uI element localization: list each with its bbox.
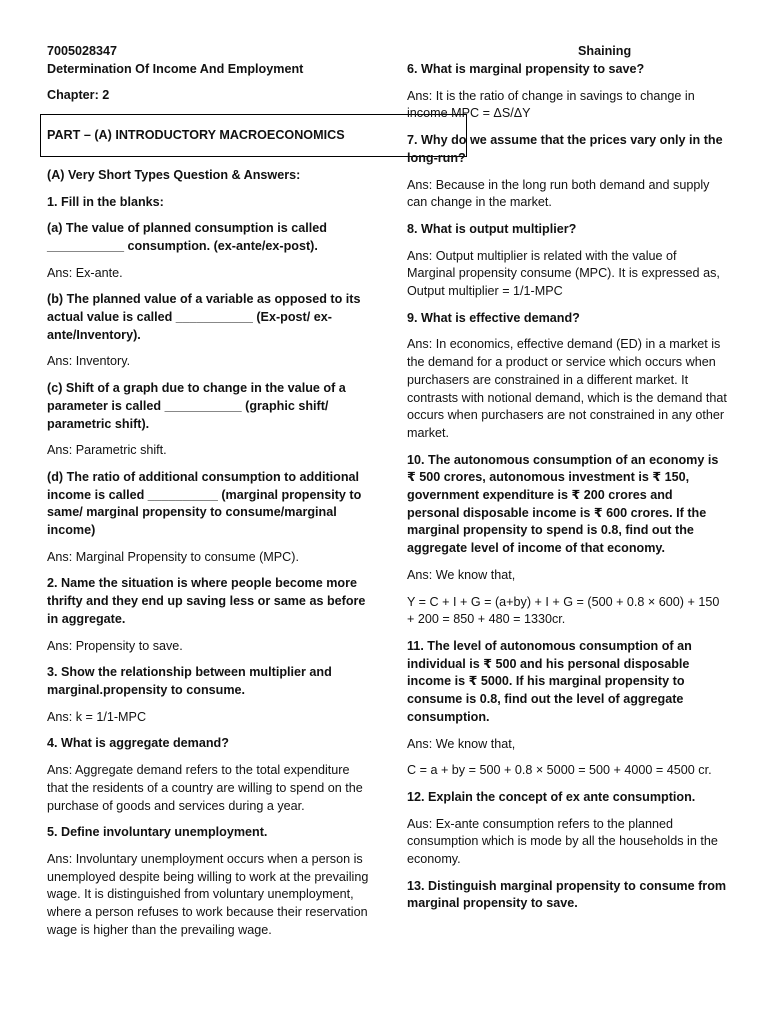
- chapter-label: Chapter: 2: [47, 88, 110, 103]
- answer-6: Ans: It is the ratio of change in savings to change in income MPC = ΔS/ΔY: [407, 88, 695, 121]
- section-heading: (A) Very Short Types Question & Answers:: [47, 167, 301, 182]
- answer-1d: Ans: Marginal Propensity to consume (MPC).: [47, 549, 299, 564]
- question-1: 1. Fill in the blanks:: [47, 194, 164, 209]
- phone-number: 7005028347: [47, 44, 118, 58]
- right-column: [407, 61, 727, 922]
- answer-12: Aus: Ex-ante consumption refers to the planned consumption which is mode by all the households in the economy.: [407, 816, 718, 867]
- question-10: 10. The autonomous consumption of an economy is ₹ 500 crores, autonomous investment is ₹ 150, government expenditure is ₹ 200 crores and personal disposable income is ₹ 600 crores. If the marginal propensity to spend is 0.8, find out the aggregate level of income of that economy.: [407, 452, 719, 556]
- answer-4: Ans: Aggregate demand refers to the total expenditure that the residents of a country are willing to spend on the purchase of goods and services during a year.: [47, 763, 363, 813]
- answer-8: Ans: Output multiplier is related with the value of Marginal propensity consume (MPC). It is expressed as, Output multiplier = 1/1-MPC: [407, 248, 720, 299]
- question-7: 7. Why do we assume that the prices vary only in the long-run?: [407, 133, 723, 165]
- question-5: 5. Define involuntary unemployment.: [47, 825, 268, 840]
- answer-10-formula: Y = C + I + G = (a+by) + I + G = (500 + 0.8 × 600) + 150 + 200 = 850 + 480 = 1330cr.: [407, 594, 720, 627]
- answer-5: Ans: Involuntary unemployment occurs when a person is unemployed despite being willing to work at the prevailing wage. It is distinguished from voluntary unemployment, where a person refuses to work because their reservation wage is higher than the prevailing wage.: [47, 851, 369, 937]
- answer-1b: Ans: Inventory.: [47, 354, 131, 369]
- left-column: [47, 43, 369, 948]
- author-name: Shaining: [578, 44, 632, 58]
- question-1b: (b) The planned value of a variable as opposed to its actual value is called ___________ (Ex-post/ ex-ante/Inventory).: [47, 292, 361, 342]
- answer-3: Ans: k = 1/1-MPC: [47, 709, 147, 724]
- question-13: 13. Distinguish marginal propensity to consume from marginal propensity to save.: [407, 878, 727, 911]
- answer-9: Ans: In economics, effective demand (ED) in a market is the demand for a product or service which occurs when purchasers are constrained in a different market. It contrasts with notional demand, which is the demand that occurs when purchasers are not constrained in any other market.: [407, 337, 727, 440]
- document-title: Determination Of Income And Employment: [47, 61, 304, 76]
- question-2: 2. Name the situation is where people become more thrifty and they end up saving less or same as before in aggregate.: [47, 576, 366, 626]
- answer-2: Ans: Propensity to save.: [47, 638, 183, 653]
- question-1a: (a) The value of planned consumption is called ___________ consumption. (ex-ante/ex-post).: [47, 221, 327, 253]
- part-heading: PART – (A) INTRODUCTORY MACROECONOMICS: [47, 128, 345, 143]
- answer-11-intro: Ans: We know that,: [407, 736, 516, 751]
- question-3: 3. Show the relationship between multiplier and marginal.propensity to consume.: [47, 665, 332, 697]
- answer-11-formula: C = a + by = 500 + 0.8 × 5000 = 500 + 4000 = 4500 cr.: [407, 763, 712, 778]
- question-1d: (d) The ratio of additional consumption to additional income is called __________ (marginal propensity to same/ marginal propensity to consume/marginal income): [47, 469, 362, 538]
- answer-7: Ans: Because in the long run both demand and supply can change in the market.: [407, 177, 710, 210]
- answer-1c: Ans: Parametric shift.: [47, 443, 167, 458]
- question-12: 12. Explain the concept of ex ante consumption.: [407, 789, 696, 804]
- answer-10-intro: Ans: We know that,: [407, 567, 516, 582]
- question-9: 9. What is effective demand?: [407, 310, 580, 325]
- question-4: 4. What is aggregate demand?: [47, 736, 229, 751]
- question-11: 11. The level of autonomous consumption of an individual is ₹ 500 and his personal disposable income is ₹ 5000. If his marginal propensity to consume is 0.8, find out the level of aggregate consumption.: [407, 638, 692, 724]
- question-6: 6. What is marginal propensity to save?: [407, 62, 645, 76]
- question-1c: (c) Shift of a graph due to change in the value of a parameter is called ___________ (graphic shift/ parametric shift).: [47, 381, 346, 431]
- question-8: 8. What is output multiplier?: [407, 221, 577, 236]
- answer-1a: Ans: Ex-ante.: [47, 265, 123, 280]
